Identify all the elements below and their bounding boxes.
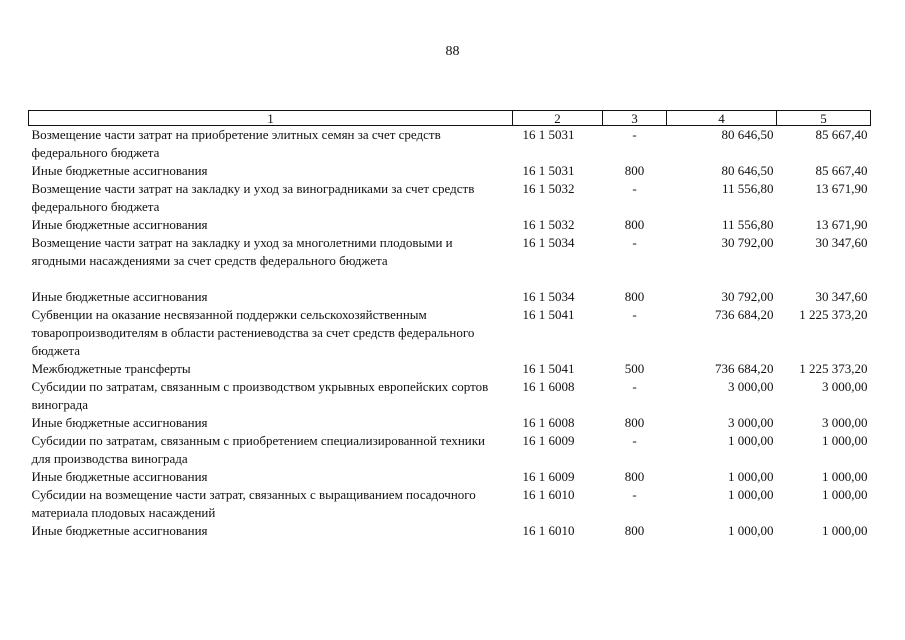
- row-name: Возмещение части затрат на приобретение элитных семян за счет средств федерального бюджета: [31, 127, 441, 160]
- row-value-4: 11 556,80: [721, 181, 774, 196]
- row-value-5: 3 000,00: [822, 415, 868, 430]
- row-value-4: 736 684,20: [715, 361, 774, 376]
- row-name: Иные бюджетные ассигнования: [31, 415, 208, 430]
- row-value-5: 13 671,90: [815, 181, 868, 196]
- row-code: 16 1 5034: [522, 235, 575, 250]
- row-type: 800: [624, 289, 645, 304]
- header-row: [29, 111, 871, 126]
- row-name: Иные бюджетные ассигнования: [31, 217, 208, 232]
- row-code: 16 1 5031: [522, 127, 575, 142]
- row-type: -: [632, 127, 637, 142]
- row-code: 16 1 6009: [522, 469, 575, 484]
- row-name: Иные бюджетные ассигнования: [31, 289, 208, 304]
- row-type: -: [632, 235, 637, 250]
- row-value-4: 3 000,00: [728, 379, 774, 394]
- row-name: Субсидии на возмещение части затрат, связанных с выращиванием посадочного материала плодовых насаждений: [31, 487, 476, 520]
- row-name: Субсидии по затратам, связанным с приобретением специализированной техники для производства винограда: [31, 433, 486, 466]
- row-value-4: 80 646,50: [721, 163, 774, 178]
- table-row: [29, 522, 871, 540]
- row-value-5: 1 225 373,20: [799, 307, 868, 322]
- row-value-4: 30 792,00: [721, 235, 774, 250]
- table-row: [29, 180, 871, 216]
- row-name: Субсидии по затратам, связанным с производством укрывных европейских сортов винограда: [31, 379, 489, 412]
- row-code: 16 1 6010: [522, 487, 575, 502]
- column-header-1: 1: [29, 111, 513, 126]
- row-code: 16 1 5041: [522, 307, 575, 322]
- row-value-5: 13 671,90: [815, 217, 868, 232]
- table-row: [29, 468, 871, 486]
- table-row: [29, 432, 871, 468]
- row-value-5: 30 347,60: [815, 235, 868, 250]
- row-name: Межбюджетные трансферты: [31, 361, 191, 376]
- row-name: Возмещение части затрат на закладку и уход за многолетними плодовыми и ягодными насаждениями за счет средств федерального бюджета: [31, 235, 453, 268]
- table-row: [29, 162, 871, 180]
- row-type: -: [632, 379, 637, 394]
- row-type: 800: [624, 415, 645, 430]
- page-number: 88: [445, 44, 460, 59]
- table-row: [29, 306, 871, 360]
- row-name: Иные бюджетные ассигнования: [31, 469, 208, 484]
- row-code: 16 1 5031: [522, 163, 575, 178]
- table-row: [29, 126, 871, 163]
- row-value-4: 1 000,00: [728, 433, 774, 448]
- row-value-4: 3 000,00: [728, 415, 774, 430]
- row-type: -: [632, 487, 637, 502]
- row-value-5: 1 000,00: [822, 487, 868, 502]
- row-type: -: [632, 181, 637, 196]
- row-code: 16 1 5032: [522, 181, 575, 196]
- row-type: 800: [624, 163, 645, 178]
- table-row: [29, 288, 871, 306]
- row-type: 800: [624, 523, 645, 538]
- row-name: Возмещение части затрат на закладку и уход за виноградниками за счет средств федерального бюджета: [31, 181, 475, 214]
- column-header-5: 5: [777, 111, 871, 126]
- table-row: [29, 414, 871, 432]
- row-value-4: 736 684,20: [715, 307, 774, 322]
- row-code: 16 1 6008: [522, 379, 575, 394]
- table-row: [29, 360, 871, 378]
- row-value-4: 30 792,00: [721, 289, 774, 304]
- row-code: 16 1 5032: [522, 217, 575, 232]
- row-type: -: [632, 433, 637, 448]
- row-value-4: 1 000,00: [728, 469, 774, 484]
- row-type: 800: [624, 217, 645, 232]
- row-value-5: 1 000,00: [822, 469, 868, 484]
- row-value-5: 85 667,40: [815, 163, 868, 178]
- row-type: -: [632, 307, 637, 322]
- row-value-4: 1 000,00: [728, 523, 774, 538]
- column-header-3: 3: [603, 111, 667, 126]
- row-code: 16 1 6008: [522, 415, 575, 430]
- row-value-5: 85 667,40: [815, 127, 868, 142]
- row-code: 16 1 6009: [522, 433, 575, 448]
- column-header-2: 2: [513, 111, 603, 126]
- row-type: 500: [624, 361, 645, 376]
- row-value-4: 1 000,00: [728, 487, 774, 502]
- table-row: [29, 216, 871, 234]
- row-name: Иные бюджетные ассигнования: [31, 163, 208, 178]
- row-code: 16 1 5041: [522, 361, 575, 376]
- row-value-5: 30 347,60: [815, 289, 868, 304]
- row-type: 800: [624, 469, 645, 484]
- row-value-5: 1 225 373,20: [799, 361, 868, 376]
- row-code: 16 1 6010: [522, 523, 575, 538]
- column-header-4: 4: [667, 111, 777, 126]
- row-value-5: 1 000,00: [822, 523, 868, 538]
- row-value-5: 1 000,00: [822, 433, 868, 448]
- row-value-5: 3 000,00: [822, 379, 868, 394]
- row-code: 16 1 5034: [522, 289, 575, 304]
- row-name: Субвенции на оказание несвязанной поддержки сельскохозяйственным товаропроизводителям в области растениеводства за счет средств федерального бюджета: [31, 307, 475, 358]
- table-row: [29, 486, 871, 522]
- row-value-4: 11 556,80: [721, 217, 774, 232]
- budget-table: [28, 110, 871, 540]
- row-value-4: 80 646,50: [721, 127, 774, 142]
- table-row: [29, 234, 871, 288]
- table-row: [29, 378, 871, 414]
- row-name: Иные бюджетные ассигнования: [31, 523, 208, 538]
